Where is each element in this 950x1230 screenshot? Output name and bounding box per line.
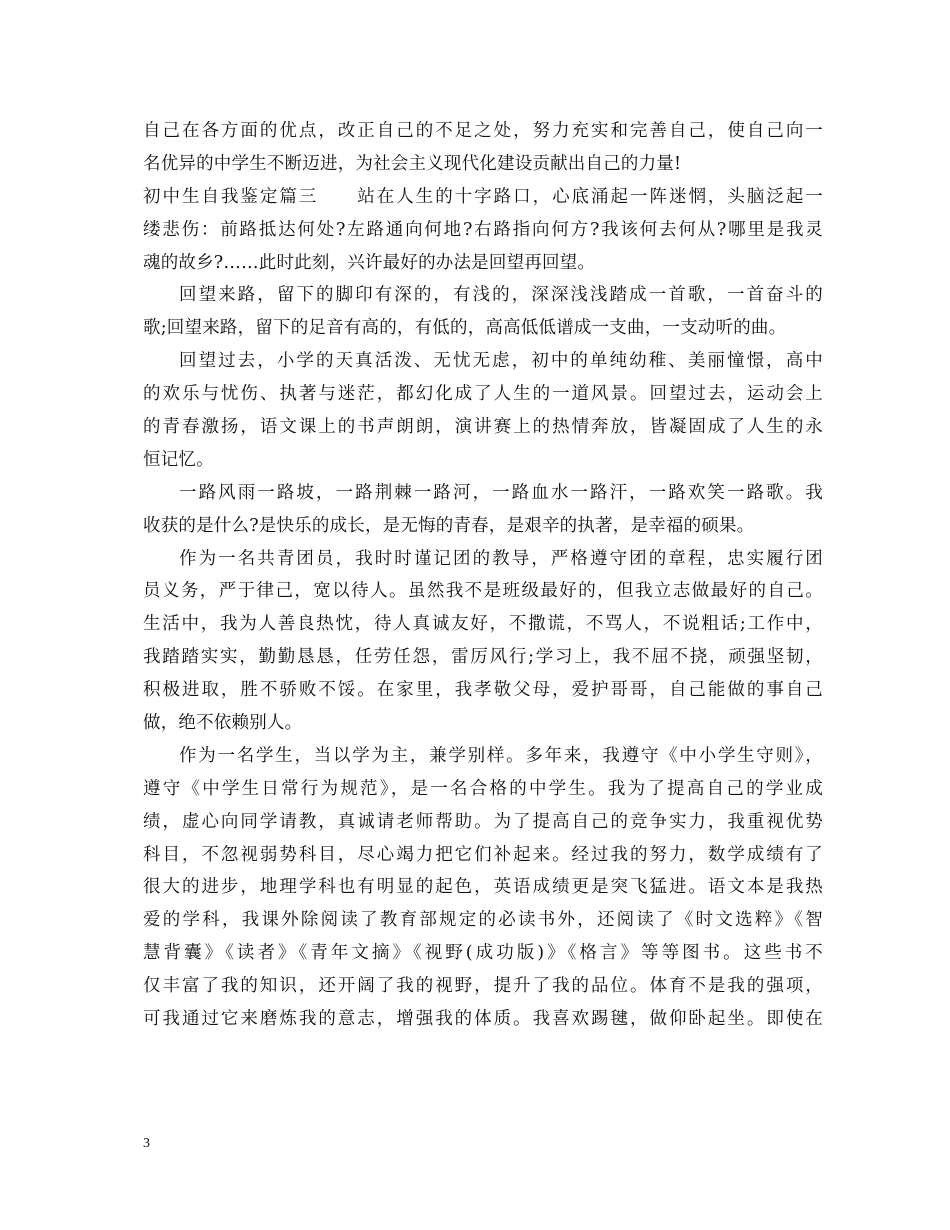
text-line: 缕悲伤：前路抵达何处?左路通向何地?右路指向何方?我该何去何从?哪里是我灵 [143, 219, 823, 240]
text-line: 一路风雨一路坡，一路荆棘一路河，一路血水一路汗，一路欢笑一路歌。我 [179, 482, 823, 503]
text-line: 名优异的中学生不断迈进，为社会主义现代化建设贡献出自己的力量! [143, 153, 682, 174]
text-line: 歌;回望来路，留下的足音有高的，有低的，高高低低谱成一支曲，一支动听的曲。 [143, 318, 787, 339]
text-line: 魂的故乡?……此时此刻，兴许最好的办法是回望再回望。 [143, 252, 596, 273]
document-body [143, 115, 823, 1036]
text-line: 爱的学科，我课外除阅读了教育部规定的必读书外，还阅读了《时文选粹》《智 [143, 910, 823, 931]
text-line: 做，绝不依赖别人。 [143, 713, 303, 734]
text-line: 的欢乐与忧伤、执著与迷茫，都幻化成了人生的一道风景。回望过去，运动会上 [143, 384, 823, 405]
text-line: 很大的进步，地理学科也有明显的起色，英语成绩更是突飞猛进。语文本是我热 [143, 877, 823, 898]
text-line: 收获的是什么?是快乐的成长，是无悔的青春，是艰辛的执著，是幸福的硕果。 [143, 515, 755, 536]
text-line: 慧背囊》《读者》《青年文摘》《视野(成功版)》《格言》等等图书。这些书不 [143, 943, 823, 964]
text-line: 回望过去，小学的天真活泼、无忧无虑，初中的单纯幼稚、美丽憧憬，高中 [179, 351, 823, 372]
text-line: 积极进取，胜不骄败不馁。在家里，我孝敬父母，爱护哥哥，自己能做的事自己 [143, 680, 823, 701]
text-line: 回望来路，留下的脚印有深的，有浅的，深深浅浅踏成一首歌，一首奋斗的 [179, 285, 823, 306]
text-line: 科目，不忽视弱势科目，尽心竭力把它们补起来。经过我的努力，数学成绩有了 [143, 844, 823, 865]
text-line: 初中生自我鉴定篇三 站在人生的十字路口，心底涌起一阵迷惘，头脑泛起一 [143, 186, 823, 207]
text-line: 作为一名共青团员，我时时谨记团的教导，严格遵守团的章程，忠实履行团 [179, 548, 823, 569]
text-line: 我踏踏实实，勤勤恳恳，任劳任怨，雷厉风行;学习上，我不屈不挠，顽强坚韧， [143, 647, 823, 668]
text-line: 可我通过它来磨炼我的意志，增强我的体质。我喜欢踢毽，做仰卧起坐。即使在 [143, 1009, 823, 1030]
text-line: 员义务，严于律己，宽以待人。虽然我不是班级最好的，但我立志做最好的自己。 [143, 581, 823, 602]
text-line: 恒记忆。 [143, 449, 214, 470]
text-line: 仅丰富了我的知识，还开阔了我的视野，提升了我的品位。体育不是我的强项， [143, 976, 823, 997]
text-line: 作为一名学生，当以学为主，兼学别样。多年来，我遵守《中小学生守则》， [179, 745, 823, 766]
text-line: 自己在各方面的优点，改正自己的不足之处，努力充实和完善自己，使自己向一 [143, 121, 823, 141]
text-line: 绩，虚心向同学请教，真诚请老师帮助。为了提高自己的竞争实力，我重视优势 [143, 811, 823, 832]
page-number: 3 [143, 1136, 150, 1151]
text-line: 遵守《中学生日常行为规范》，是一名合格的中学生。我为了提高自己的学业成 [143, 778, 823, 799]
text-line: 的青春激扬，语文课上的书声朗朗，演讲赛上的热情奔放，皆凝固成了人生的永 [143, 417, 823, 438]
text-line: 生活中，我为人善良热忱，待人真诚友好，不撒谎，不骂人，不说粗话;工作中， [143, 614, 823, 635]
